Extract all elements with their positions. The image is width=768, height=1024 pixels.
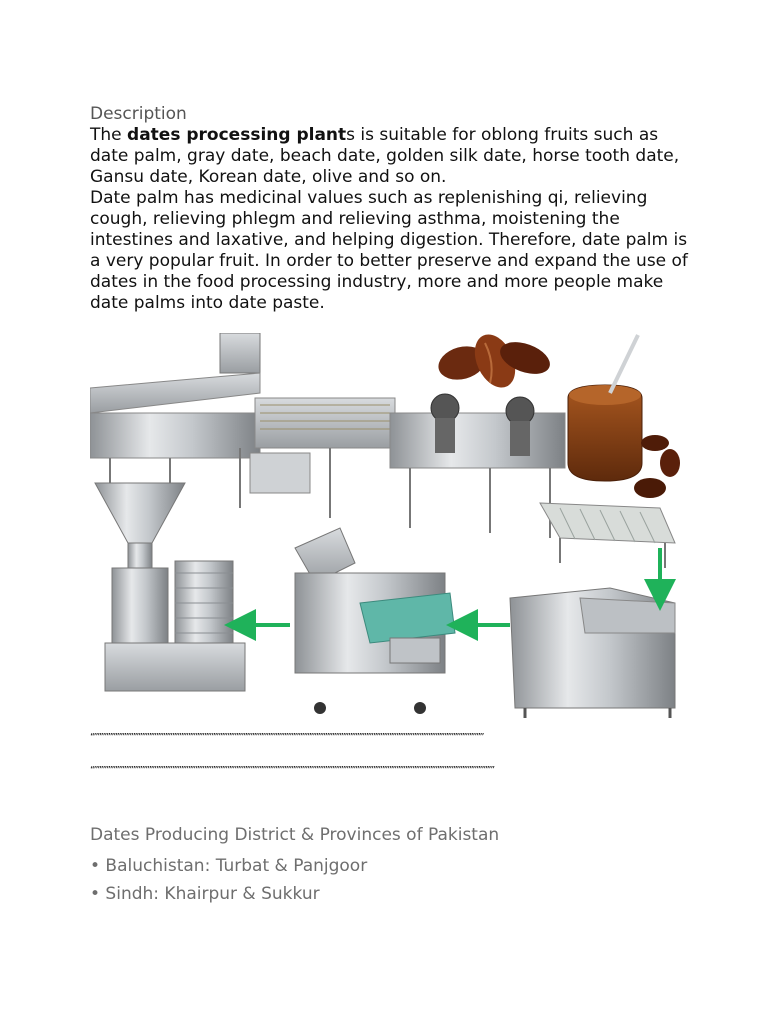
soaking-tank-icon [510,588,675,718]
description-heading: Description [90,104,187,124]
colloid-mill-icon [95,483,245,691]
dates-icon [435,333,555,394]
separator-row-2: ‘‘’’’’’’’’’’’’’’’’’’’’’’’’’’’’’’’’’’’’’’’’’’’’’’’’’’’’’’’’’’’’’’’’’’’’’’’’’’’’’’’’’’’’’’’’’’’’’’’’’’’’’’’’’’’’’’’’’’’’’’’’’’’’’’’’’’’’’’’’’’’’’’’’’’’’’’’’’’’’’’’’’’’’’’’’’’’’’’’’’’’’’’’’’’’’’’’’’’’’’’’’’’’’’’’’’’’’’’’’’’’’’’’’’ [90,765,494,776]
description-paragraph-2: Date palm has medicinal values such as replenishing qi, relieving cough, relieving phlegm and relieving asthma, moistening the intestines and laxative, and helping digestion. Therefore, date palm is a very popular fruit. In order to better preserve and expand the use of dates in the food processing industry, more and more people make date palms into date paste. [90,188,688,313]
intro-the: The [90,125,128,145]
description-intro [90,125,690,188]
description-body [90,125,690,314]
processing-line-figure [90,333,680,723]
separator-row-1: ‘‘’’’’’’’’’’’’’’’’’’’’’’’’’’’’’’’’’’’’’’’’’’’’’’’’’’’’’’’’’’’’’’’’’’’’’’’’’’’’’’’’’’’’’’’’’’’’’’’’’’’’’’’’’’’’’’’’’’’’’’’’’’’’’’’’’’’’’’’’’’’’’’’’’’’’’’’’’’’’’’’’’’’’’’’’’’’’’’’’’’’’’’’’’’’’’’’’’’’’’’’’’’’’’’’’’’’’’’’’’’’ [90,732,484,743]
list-item: • Baluchistan: Turbat & Panjgoor [90,856,368,876]
intro-rest: s is suitable for oblong fruits such as date palm, gray date, beach date, golden silk date, horse tooth date, Gansu date, Korean date, olive and so on. [90,125,680,187]
conveyor-icon [540,503,675,568]
intro-bold-product: dates processing plant [127,125,347,145]
districts-heading: Dates Producing District & Provinces of Pakistan [90,825,500,845]
date-paste-jar-icon [568,335,680,498]
cutting-machine-icon [295,528,455,714]
list-item: • Sindh: Khairpur & Sukkur [90,884,320,904]
districts-list [90,852,367,908]
